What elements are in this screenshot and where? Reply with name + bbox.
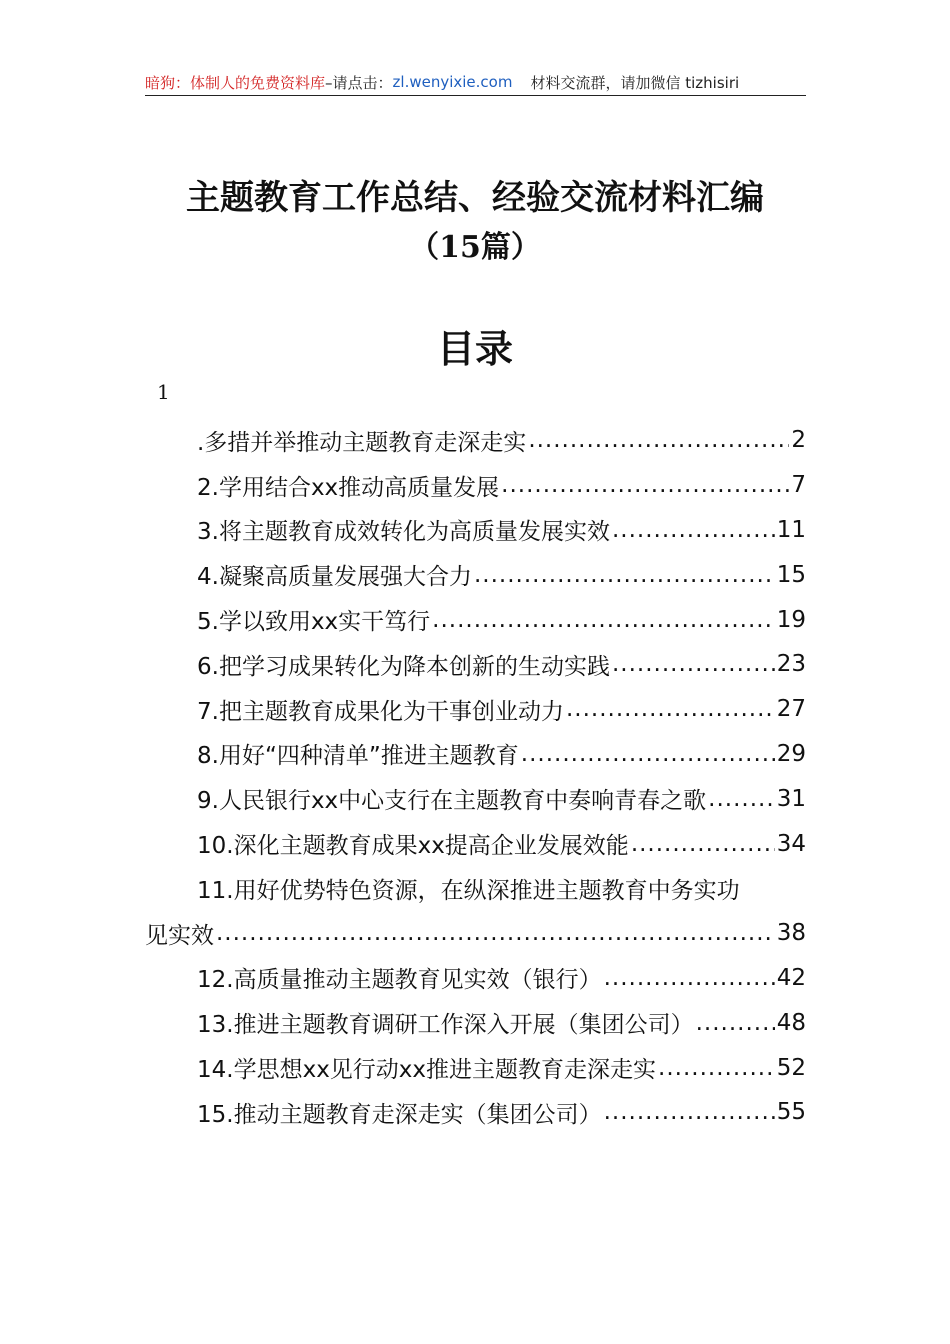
toc-entry-title: 13.推进主题教育调研工作深入开展（集团公司） [197, 1012, 694, 1039]
toc-leader-dots [474, 562, 775, 588]
toc-leader-dots [612, 517, 775, 543]
toc-leader-dots [604, 1099, 775, 1125]
toc-leader-dots [216, 920, 775, 946]
toc-leader-dots [708, 786, 775, 812]
toc-entry-10[interactable] [145, 821, 806, 866]
header-click-prompt: –请点击： [325, 73, 393, 92]
toc-entry-page: 38 [776, 920, 806, 947]
toc-leader-dots [528, 427, 789, 453]
table-of-contents [145, 418, 806, 1135]
toc-entry-12[interactable] [145, 956, 806, 1001]
toc-entry-page: 52 [776, 1054, 806, 1081]
toc-leader-dots [521, 741, 775, 767]
toc-entry-1[interactable] [145, 418, 806, 463]
toc-entry-4[interactable] [145, 552, 806, 597]
toc-leader-dots [631, 831, 775, 857]
toc-entry-13[interactable] [145, 1000, 806, 1045]
toc-heading: 目录 [436, 326, 513, 371]
header-divider [145, 95, 806, 96]
toc-entry-title: 4.凝聚高质量发展强大合力 [197, 564, 472, 591]
toc-leader-dots [566, 696, 775, 722]
toc-entry-5[interactable] [145, 597, 806, 642]
toc-entry-title: 6.把学习成果转化为降本创新的生动实践 [197, 653, 610, 680]
toc-entry-7[interactable] [145, 687, 806, 732]
toc-entry-6[interactable] [145, 642, 806, 687]
toc-leader-dots [604, 965, 775, 991]
header-site-name: 暗狗：体制人的免费资料库 [145, 73, 326, 92]
toc-entry-page: 29 [776, 740, 806, 767]
document-subtitle: （15篇） [409, 230, 541, 265]
toc-entry-page: 11 [776, 516, 806, 543]
toc-entry-page: 19 [776, 606, 806, 633]
toc-entry-11[interactable] [145, 866, 806, 911]
toc-entry-page: 55 [776, 1099, 806, 1126]
toc-entry-3[interactable] [145, 508, 806, 553]
toc-entry-14[interactable] [145, 1045, 806, 1090]
toc-entry-title: 15.推动主题教育走深走实（集团公司） [197, 1101, 602, 1128]
toc-entry-title: .多措并举推动主题教育走深走实 [197, 429, 527, 456]
toc-entry-2[interactable] [145, 463, 806, 508]
toc-entry-11-continued[interactable] [145, 911, 806, 956]
page-header [145, 70, 806, 94]
toc-entry-title-line1: 11.用好优势特色资源，在纵深推进主题教育中务实功 [197, 877, 740, 904]
toc-entry-page: 27 [776, 696, 806, 723]
toc-entry-page: 7 [791, 472, 806, 499]
toc-entry-page: 31 [776, 785, 806, 812]
document-title: 主题教育工作总结、经验交流材料汇编 [186, 178, 764, 218]
header-url-link[interactable]: zl.wenyixie.com [392, 73, 513, 91]
toc-entry-page: 23 [776, 651, 806, 678]
toc-leader-dots [432, 607, 775, 633]
toc-entry-title: 2.学用结合xx推动高质量发展 [197, 474, 500, 501]
toc-entry-title-line2: 见实效 [145, 922, 214, 949]
toc-leader-dots [696, 1010, 775, 1036]
toc-leader-dots [658, 1055, 775, 1081]
toc-entry-9[interactable] [145, 776, 806, 821]
toc-entry-page: 34 [776, 830, 806, 857]
toc-entry-page: 48 [776, 1009, 806, 1036]
toc-leader-dots [612, 651, 775, 677]
toc-entry-title: 12.高质量推动主题教育见实效（银行） [197, 967, 602, 994]
toc-entry-title: 14.学思想xx见行动xx推进主题教育走深走实 [197, 1057, 657, 1084]
toc-entry-title: 5.学以致用xx实干笃行 [197, 609, 431, 636]
toc-entry-title: 10.深化主题教育成果xx提高企业发展效能 [197, 833, 629, 860]
toc-entry-15[interactable] [145, 1090, 806, 1135]
toc-entry-page: 15 [776, 561, 806, 588]
toc-entry-title: 9.人民银行xx中心支行在主题教育中奏响青春之歌 [197, 788, 707, 815]
toc-entry-8[interactable] [145, 732, 806, 777]
toc-entry-page: 42 [776, 964, 806, 991]
header-wechat-note: 材料交流群，请加微信 tizhisiri [530, 73, 740, 92]
toc-entry-title: 3.将主题教育成效转化为高质量发展实效 [197, 519, 610, 546]
toc-entry-title: 8.用好“四种清单”推进主题教育 [197, 743, 519, 770]
toc-leader-dots [501, 472, 789, 498]
toc-marker: 1 [157, 380, 170, 404]
toc-entry-page: 2 [791, 427, 806, 454]
toc-entry-title: 7.把主题教育成果化为干事创业动力 [197, 698, 564, 725]
